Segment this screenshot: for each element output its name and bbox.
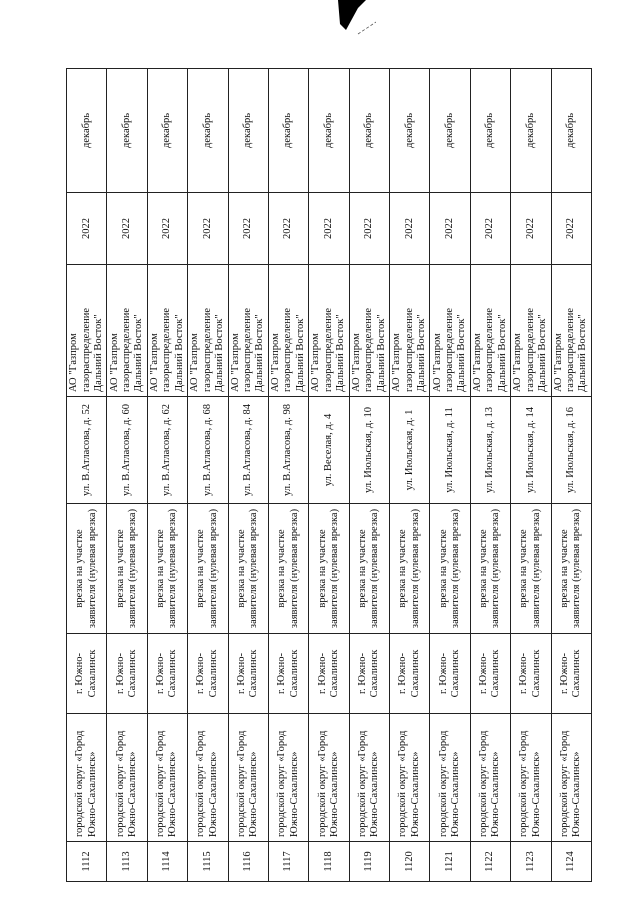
municipality-cell: городской округ «Город Южно-Сахалинск» (349, 714, 389, 842)
month-cell: декабрь (430, 69, 470, 193)
organization-cell: АО "Газпром газораспределение Дальний Восток" (430, 265, 470, 397)
table-row (228, 69, 268, 882)
table-row (430, 69, 470, 882)
organization-cell: АО "Газпром газораспределение Дальний Восток" (349, 265, 389, 397)
work-type-cell: врезка на участке заявителя (нулевая врезка) (470, 504, 510, 634)
municipality-cell: городской округ «Город Южно-Сахалинск» (309, 714, 349, 842)
table-row (147, 69, 187, 882)
organization-cell: АО "Газпром газораспределение Дальний Восток" (268, 265, 308, 397)
work-type-cell: врезка на участке заявителя (нулевая врезка) (390, 504, 430, 634)
work-type-cell: врезка на участке заявителя (нулевая врезка) (147, 504, 187, 634)
month-cell: декабрь (228, 69, 268, 193)
organization-cell: АО "Газпром газораспределение Дальний Восток" (107, 265, 147, 397)
municipality-cell: городской округ «Город Южно-Сахалинск» (228, 714, 268, 842)
organization-cell: АО "Газпром газораспределение Дальний Восток" (67, 265, 107, 397)
municipality-cell: городской округ «Город Южно-Сахалинск» (188, 714, 228, 842)
work-type-cell: врезка на участке заявителя (нулевая врезка) (268, 504, 308, 634)
row-number: 1114 (147, 842, 187, 882)
town-cell: г. Южно-Сахалинск (551, 634, 592, 714)
month-cell: декабрь (147, 69, 187, 193)
address-cell: ул. В.Атласова, д. 62 (147, 397, 187, 504)
town-cell: г. Южно-Сахалинск (107, 634, 147, 714)
work-type-cell: врезка на участке заявителя (нулевая врезка) (188, 504, 228, 634)
table-row (268, 69, 308, 882)
month-cell: декабрь (107, 69, 147, 193)
month-cell: декабрь (470, 69, 510, 193)
address-cell: ул. Веселая, д. 4 (309, 397, 349, 504)
table-row (551, 69, 592, 882)
month-cell: декабрь (67, 69, 107, 193)
town-cell: г. Южно-Сахалинск (228, 634, 268, 714)
address-cell: ул. В.Атласова, д. 84 (228, 397, 268, 504)
address-cell: ул. В.Атласова, д. 68 (188, 397, 228, 504)
address-cell: ул. В.Атласова, д. 52 (67, 397, 107, 504)
work-type-cell: врезка на участке заявителя (нулевая врезка) (511, 504, 551, 634)
year-cell: 2022 (309, 193, 349, 265)
municipality-cell: городской округ «Город Южно-Сахалинск» (67, 714, 107, 842)
town-cell: г. Южно-Сахалинск (349, 634, 389, 714)
table-row (511, 69, 551, 882)
table-row (349, 69, 389, 882)
table-row (390, 69, 430, 882)
row-number: 1113 (107, 842, 147, 882)
row-number: 1124 (551, 842, 592, 882)
organization-cell: АО "Газпром газораспределение Дальний Восток" (470, 265, 510, 397)
town-cell: г. Южно-Сахалинск (470, 634, 510, 714)
year-cell: 2022 (107, 193, 147, 265)
organization-cell: АО "Газпром газораспределение Дальний Восток" (188, 265, 228, 397)
year-cell: 2022 (67, 193, 107, 265)
table-row (309, 69, 349, 882)
address-cell: ул. Июльская, д. 1 (390, 397, 430, 504)
row-number: 1120 (390, 842, 430, 882)
organization-cell: АО "Газпром газораспределение Дальний Восток" (390, 265, 430, 397)
address-cell: ул. В.Атласова, д. 98 (268, 397, 308, 504)
year-cell: 2022 (511, 193, 551, 265)
row-number: 1122 (470, 842, 510, 882)
year-cell: 2022 (390, 193, 430, 265)
table-body (67, 69, 592, 882)
year-cell: 2022 (430, 193, 470, 265)
municipality-cell: городской округ «Город Южно-Сахалинск» (511, 714, 551, 842)
organization-cell: АО "Газпром газораспределение Дальний Восток" (228, 265, 268, 397)
work-type-cell: врезка на участке заявителя (нулевая врезка) (430, 504, 470, 634)
year-cell: 2022 (188, 193, 228, 265)
municipality-cell: городской округ «Город Южно-Сахалинск» (551, 714, 592, 842)
town-cell: г. Южно-Сахалинск (67, 634, 107, 714)
town-cell: г. Южно-Сахалинск (309, 634, 349, 714)
row-number: 1118 (309, 842, 349, 882)
month-cell: декабрь (390, 69, 430, 193)
month-cell: декабрь (309, 69, 349, 193)
year-cell: 2022 (551, 193, 592, 265)
month-cell: декабрь (349, 69, 389, 193)
work-type-cell: врезка на участке заявителя (нулевая врезка) (67, 504, 107, 634)
row-number: 1117 (268, 842, 308, 882)
row-number: 1115 (188, 842, 228, 882)
address-cell: ул. В.Атласова, д. 60 (107, 397, 147, 504)
year-cell: 2022 (470, 193, 510, 265)
gas-connection-table (66, 68, 592, 882)
municipality-cell: городской округ «Город Южно-Сахалинск» (147, 714, 187, 842)
month-cell: декабрь (511, 69, 551, 193)
town-cell: г. Южно-Сахалинск (390, 634, 430, 714)
year-cell: 2022 (268, 193, 308, 265)
table-row (188, 69, 228, 882)
address-cell: ул. Июльская, д. 13 (470, 397, 510, 504)
organization-cell: АО "Газпром газораспределение Дальний Восток" (551, 265, 592, 397)
work-type-cell: врезка на участке заявителя (нулевая врезка) (551, 504, 592, 634)
organization-cell: АО "Газпром газораспределение Дальний Восток" (147, 265, 187, 397)
table-row (67, 69, 107, 882)
row-number: 1121 (430, 842, 470, 882)
organization-cell: АО "Газпром газораспределение Дальний Восток" (511, 265, 551, 397)
municipality-cell: городской округ «Город Южно-Сахалинск» (470, 714, 510, 842)
table-row (107, 69, 147, 882)
table-row (470, 69, 510, 882)
organization-cell: АО "Газпром газораспределение Дальний Восток" (309, 265, 349, 397)
year-cell: 2022 (147, 193, 187, 265)
town-cell: г. Южно-Сахалинск (268, 634, 308, 714)
municipality-cell: городской округ «Город Южно-Сахалинск» (107, 714, 147, 842)
municipality-cell: городской округ «Город Южно-Сахалинск» (268, 714, 308, 842)
month-cell: декабрь (551, 69, 592, 193)
work-type-cell: врезка на участке заявителя (нулевая врезка) (228, 504, 268, 634)
address-cell: ул. Июльская, д. 10 (349, 397, 389, 504)
town-cell: г. Южно-Сахалинск (147, 634, 187, 714)
address-cell: ул. Июльская, д. 11 (430, 397, 470, 504)
town-cell: г. Южно-Сахалинск (188, 634, 228, 714)
year-cell: 2022 (228, 193, 268, 265)
row-number: 1112 (67, 842, 107, 882)
month-cell: декабрь (268, 69, 308, 193)
municipality-cell: городской округ «Город Южно-Сахалинск» (430, 714, 470, 842)
town-cell: г. Южно-Сахалинск (430, 634, 470, 714)
work-type-cell: врезка на участке заявителя (нулевая врезка) (349, 504, 389, 634)
month-cell: декабрь (188, 69, 228, 193)
work-type-cell: врезка на участке заявителя (нулевая врезка) (309, 504, 349, 634)
municipality-cell: городской округ «Город Южно-Сахалинск» (390, 714, 430, 842)
rotated-table-wrapper (66, 69, 592, 882)
row-number: 1119 (349, 842, 389, 882)
year-cell: 2022 (349, 193, 389, 265)
row-number: 1123 (511, 842, 551, 882)
scan-corner-mark (336, 0, 376, 36)
town-cell: г. Южно-Сахалинск (511, 634, 551, 714)
work-type-cell: врезка на участке заявителя (нулевая врезка) (107, 504, 147, 634)
address-cell: ул. Июльская, д. 16 (551, 397, 592, 504)
address-cell: ул. Июльская, д. 14 (511, 397, 551, 504)
row-number: 1116 (228, 842, 268, 882)
